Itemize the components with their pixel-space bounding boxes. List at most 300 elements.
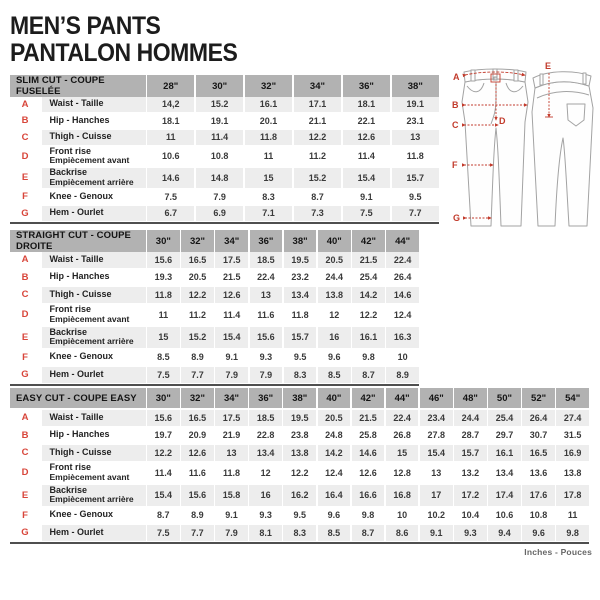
value-cell: 8.7 [147, 507, 180, 523]
value-cell: 10.8 [196, 146, 243, 166]
value-cell: 16.2 [283, 485, 316, 506]
value-cell: 29.7 [488, 427, 521, 443]
value-cell: 10.8 [522, 507, 555, 523]
value-cell: 22.4 [250, 269, 283, 285]
value-cell: 15.2 [181, 327, 214, 348]
value-cell: 16.1 [488, 445, 521, 461]
value-cell: 26.4 [522, 410, 555, 426]
size-header-cell: 40" [318, 388, 351, 408]
value-cell: 14.2 [352, 287, 385, 303]
value-cell: 20.9 [181, 427, 214, 443]
table-row [10, 427, 589, 443]
value-cell: 11.4 [147, 462, 180, 483]
size-header-cell: 38" [392, 75, 439, 97]
table-header-row [10, 388, 589, 408]
row-label [42, 252, 146, 268]
value-cell: 21.5 [215, 269, 248, 285]
size-header-cell: 42" [352, 388, 385, 408]
value-cell: 16.6 [352, 485, 385, 506]
value-cell: 13 [392, 130, 439, 145]
value-cell: 13.8 [283, 445, 316, 461]
value-cell: 26.4 [386, 269, 419, 285]
value-cell: 14.6 [352, 445, 385, 461]
row-label-line1: Knee - Genoux [49, 509, 114, 520]
row-label [42, 462, 146, 483]
value-cell: 20.1 [245, 113, 292, 128]
size-header-cell: 28" [147, 75, 194, 97]
row-label-line1: Backrise [49, 167, 88, 178]
value-cell: 8.5 [147, 349, 180, 365]
value-cell: 27.8 [420, 427, 453, 443]
value-cell: 10 [386, 507, 419, 523]
pants-measurement-diagram [441, 60, 599, 232]
row-letter: D [10, 462, 40, 483]
row-label-line1: Hem - Ourlet [49, 368, 104, 379]
value-cell: 21.1 [294, 113, 341, 128]
value-cell: 13.4 [249, 445, 282, 461]
value-cell: 16.5 [181, 252, 214, 268]
row-letter: A [10, 97, 40, 112]
size-header-cell: 30" [196, 75, 243, 97]
value-cell: 12.8 [386, 462, 419, 483]
size-header-cell: 34" [215, 230, 248, 252]
value-cell: 7.5 [343, 206, 390, 221]
table-row [10, 349, 419, 365]
size-header-cell: 38" [284, 230, 317, 252]
row-label-line2: Empiècement avant [49, 471, 130, 482]
value-cell: 11.6 [181, 462, 214, 483]
row-letter: F [10, 507, 40, 523]
row-label [42, 113, 146, 128]
table-row [10, 113, 439, 128]
size-header-cell: 42" [352, 230, 385, 252]
value-cell: 15.6 [147, 410, 180, 426]
value-cell: 9.5 [284, 349, 317, 365]
value-cell: 12.4 [318, 462, 351, 483]
value-cell: 8.3 [284, 367, 317, 383]
value-cell: 16.4 [318, 485, 351, 506]
value-cell: 13.2 [454, 462, 487, 483]
pants-back-outline [532, 72, 593, 226]
value-cell: 9.1 [420, 525, 453, 541]
diagram-letter-g: G [453, 213, 461, 223]
row-letter: G [10, 525, 40, 541]
row-label-line2: Empiècement arrière [49, 176, 134, 187]
size-header-cell: 30" [147, 230, 180, 252]
value-cell: 17 [420, 485, 453, 506]
value-cell: 17.5 [215, 252, 248, 268]
size-header-cell: 46" [420, 388, 453, 408]
row-label-line1: Thigh - Cuisse [49, 131, 112, 142]
size-header-cell: 36" [343, 75, 390, 97]
value-cell: 9.3 [454, 525, 487, 541]
value-cell: 7.9 [215, 367, 248, 383]
value-cell: 8.3 [245, 189, 292, 204]
value-cell: 9.8 [352, 349, 385, 365]
value-cell: 22.4 [386, 252, 419, 268]
diagram-letter-a: A [453, 72, 460, 82]
row-letter: G [10, 206, 40, 221]
value-cell: 18.5 [250, 252, 283, 268]
value-cell: 24.4 [318, 269, 351, 285]
value-cell: 11.4 [343, 146, 390, 166]
value-cell: 11 [147, 130, 194, 145]
value-cell: 20.5 [318, 410, 351, 426]
value-cell: 15 [386, 445, 419, 461]
value-cell: 15.6 [147, 252, 180, 268]
value-cell: 17.8 [556, 485, 589, 506]
table-row [10, 206, 439, 221]
table-row [10, 189, 439, 204]
straight-cut-table [10, 230, 419, 386]
row-label-line1: Thigh - Cuisse [49, 288, 112, 299]
row-label-line1: Waist - Taille [49, 98, 104, 109]
row-letter: D [10, 146, 40, 166]
value-cell: 8.3 [283, 525, 316, 541]
value-cell: 7.3 [294, 206, 341, 221]
row-label-line1: Front rise [49, 462, 92, 473]
value-cell: 13.4 [488, 462, 521, 483]
table-row [10, 525, 589, 541]
value-cell: 12.2 [283, 462, 316, 483]
value-cell: 19.3 [147, 269, 180, 285]
value-cell: 11.8 [284, 304, 317, 325]
value-cell: 19.5 [283, 410, 316, 426]
table-title-cell: EASY CUT - COUPE EASY [10, 388, 146, 408]
value-cell: 31.5 [556, 427, 589, 443]
size-header-cell: 32" [181, 230, 214, 252]
value-cell: 8.7 [352, 367, 385, 383]
row-label [42, 206, 146, 221]
size-header-cell: 36" [249, 388, 282, 408]
size-header-cell: 48" [454, 388, 487, 408]
value-cell: 11 [147, 304, 180, 325]
value-cell: 25.4 [488, 410, 521, 426]
value-cell: 12.4 [386, 304, 419, 325]
table-row [10, 168, 439, 188]
row-label [42, 189, 146, 204]
row-label-line2: Empiècement arrière [49, 336, 134, 347]
easy-cut-table [10, 388, 589, 544]
diagram-letter-e: E [545, 61, 552, 71]
size-header-cell: 38" [283, 388, 316, 408]
value-cell: 9.5 [283, 507, 316, 523]
value-cell: 10.6 [147, 146, 194, 166]
diagram-letter-d: D [499, 116, 506, 126]
row-label-line1: Hip - Hanches [49, 429, 110, 440]
table-row [10, 462, 589, 483]
row-label [42, 507, 146, 523]
row-label [42, 525, 146, 541]
row-letter: A [10, 252, 40, 268]
value-cell: 15.7 [284, 327, 317, 348]
value-cell: 20.5 [318, 252, 351, 268]
value-cell: 17.4 [488, 485, 521, 506]
value-cell: 9.1 [215, 349, 248, 365]
diagram-letter-c: C [452, 120, 459, 130]
value-cell: 12.2 [294, 130, 341, 145]
value-cell: 9.1 [343, 189, 390, 204]
size-header-cell: 34" [215, 388, 248, 408]
value-cell: 9.3 [250, 349, 283, 365]
table-row [10, 304, 419, 325]
row-label-line1: Knee - Genoux [49, 190, 114, 201]
value-cell: 14.6 [147, 168, 194, 188]
table-title-cell: SLIM CUT - COUPE FUSELÉE [10, 75, 146, 97]
value-cell: 19.1 [196, 113, 243, 128]
value-cell: 12.6 [352, 462, 385, 483]
value-cell: 7.9 [215, 525, 248, 541]
value-cell: 8.9 [181, 507, 214, 523]
size-header-cell: 44" [386, 230, 419, 252]
value-cell: 25.8 [352, 427, 385, 443]
slim-cut-table [10, 75, 439, 224]
size-header-cell: 40" [318, 230, 351, 252]
value-cell: 14.6 [386, 287, 419, 303]
value-cell: 16.5 [522, 445, 555, 461]
diagram-letter-b: B [452, 100, 459, 110]
row-letter: B [10, 269, 40, 285]
row-letter: F [10, 349, 40, 365]
value-cell: 6.7 [147, 206, 194, 221]
value-cell: 21.5 [352, 252, 385, 268]
row-label [42, 97, 146, 112]
value-cell: 12.2 [352, 304, 385, 325]
row-label [42, 130, 146, 145]
pants-front-outline [462, 69, 528, 226]
row-letter: E [10, 168, 40, 188]
page-title [10, 13, 237, 66]
value-cell: 11.8 [245, 130, 292, 145]
table-row [10, 269, 419, 285]
value-cell: 17.1 [294, 97, 341, 112]
value-cell: 11.4 [196, 130, 243, 145]
value-cell: 22.1 [343, 113, 390, 128]
row-label [42, 287, 146, 303]
row-label [42, 168, 146, 188]
value-cell: 23.8 [283, 427, 316, 443]
value-cell: 25.4 [352, 269, 385, 285]
value-cell: 11.4 [215, 304, 248, 325]
value-cell: 18.1 [147, 113, 194, 128]
value-cell: 19.7 [147, 427, 180, 443]
row-label [42, 304, 146, 325]
value-cell: 11 [245, 146, 292, 166]
value-cell: 19.5 [284, 252, 317, 268]
value-cell: 15.2 [196, 97, 243, 112]
row-label-line1: Hip - Hanches [49, 271, 110, 282]
row-label [42, 327, 146, 348]
size-header-cell: 36" [250, 230, 283, 252]
value-cell: 6.9 [196, 206, 243, 221]
row-label-line1: Front rise [49, 304, 92, 315]
table-row [10, 445, 589, 461]
value-cell: 10.6 [488, 507, 521, 523]
row-letter: B [10, 427, 40, 443]
value-cell: 7.7 [181, 525, 214, 541]
value-cell: 15.4 [343, 168, 390, 188]
value-cell: 28.7 [454, 427, 487, 443]
row-label [42, 269, 146, 285]
value-cell: 23.4 [420, 410, 453, 426]
row-letter: C [10, 287, 40, 303]
size-header-cell: 32" [181, 388, 214, 408]
value-cell: 15 [245, 168, 292, 188]
value-cell: 13 [250, 287, 283, 303]
value-cell: 16 [249, 485, 282, 506]
row-label-line2: Empiècement arrière [49, 494, 134, 505]
value-cell: 8.5 [318, 367, 351, 383]
value-cell: 7.9 [250, 367, 283, 383]
row-letter: B [10, 113, 40, 128]
row-label-line1: Thigh - Cuisse [49, 446, 112, 457]
value-cell: 14.8 [196, 168, 243, 188]
value-cell: 19.1 [392, 97, 439, 112]
row-label-line2: Empiècement avant [49, 313, 130, 324]
size-header-cell: 32" [245, 75, 292, 97]
value-cell: 14.2 [318, 445, 351, 461]
value-cell: 12 [318, 304, 351, 325]
value-cell: 15.8 [215, 485, 248, 506]
row-label-line1: Hip - Hanches [49, 114, 110, 125]
value-cell: 9.8 [556, 525, 589, 541]
value-cell: 16.1 [352, 327, 385, 348]
value-cell: 7.1 [245, 206, 292, 221]
value-cell: 10.4 [454, 507, 487, 523]
value-cell: 20.5 [181, 269, 214, 285]
value-cell: 9.6 [318, 507, 351, 523]
value-cell: 12 [249, 462, 282, 483]
value-cell: 13 [215, 445, 248, 461]
value-cell: 11 [556, 507, 589, 523]
value-cell: 23.2 [284, 269, 317, 285]
value-cell: 8.9 [181, 349, 214, 365]
value-cell: 7.7 [181, 367, 214, 383]
value-cell: 9.8 [352, 507, 385, 523]
value-cell: 9.6 [522, 525, 555, 541]
table-row [10, 507, 589, 523]
value-cell: 26.8 [386, 427, 419, 443]
value-cell: 15.7 [454, 445, 487, 461]
value-cell: 9.6 [318, 349, 351, 365]
value-cell: 12.2 [147, 445, 180, 461]
units-note: Inches - Pouces [524, 547, 592, 557]
row-letter: C [10, 445, 40, 461]
table-row [10, 97, 439, 112]
value-cell: 7.5 [147, 525, 180, 541]
row-label [42, 349, 146, 365]
table-row [10, 146, 439, 166]
value-cell: 17.2 [454, 485, 487, 506]
row-label-line1: Waist - Taille [49, 253, 104, 264]
value-cell: 8.7 [294, 189, 341, 204]
value-cell: 18.5 [249, 410, 282, 426]
value-cell: 16.9 [556, 445, 589, 461]
row-label [42, 445, 146, 461]
value-cell: 11.8 [147, 287, 180, 303]
row-label [42, 146, 146, 166]
table-row [10, 367, 419, 383]
row-letter: C [10, 130, 40, 145]
value-cell: 21.5 [352, 410, 385, 426]
value-cell: 10.2 [420, 507, 453, 523]
value-cell: 8.1 [249, 525, 282, 541]
value-cell: 15.6 [250, 327, 283, 348]
row-label-line1: Knee - Genoux [49, 351, 114, 362]
value-cell: 13.8 [556, 462, 589, 483]
value-cell: 15.6 [181, 485, 214, 506]
value-cell: 15.4 [215, 327, 248, 348]
value-cell: 15.4 [420, 445, 453, 461]
row-label [42, 410, 146, 426]
size-header-cell: 44" [386, 388, 419, 408]
value-cell: 27.4 [556, 410, 589, 426]
value-cell: 12.6 [215, 287, 248, 303]
value-cell: 14,2 [147, 97, 194, 112]
value-cell: 12.6 [343, 130, 390, 145]
value-cell: 11.8 [215, 462, 248, 483]
value-cell: 9.4 [488, 525, 521, 541]
diagram-letter-f: F [452, 160, 458, 170]
table-row [10, 130, 439, 145]
value-cell: 11.6 [250, 304, 283, 325]
table-row [10, 410, 589, 426]
value-cell: 16 [318, 327, 351, 348]
row-label-line1: Hem - Ourlet [49, 526, 104, 537]
row-label-line1: Waist - Taille [49, 411, 104, 422]
value-cell: 11.8 [392, 146, 439, 166]
value-cell: 15.7 [392, 168, 439, 188]
value-cell: 15.2 [294, 168, 341, 188]
value-cell: 15 [147, 327, 180, 348]
row-label-line1: Backrise [49, 326, 88, 337]
value-cell: 16.1 [245, 97, 292, 112]
value-cell: 8.9 [386, 367, 419, 383]
row-letter: E [10, 485, 40, 506]
value-cell: 24.4 [454, 410, 487, 426]
value-cell: 13.4 [284, 287, 317, 303]
value-cell: 7.7 [392, 206, 439, 221]
row-letter: A [10, 410, 40, 426]
value-cell: 23.1 [392, 113, 439, 128]
value-cell: 16.5 [181, 410, 214, 426]
row-label-line1: Backrise [49, 484, 88, 495]
value-cell: 8.7 [352, 525, 385, 541]
table-row [10, 327, 419, 348]
value-cell: 24.8 [318, 427, 351, 443]
row-letter: D [10, 304, 40, 325]
page-title-line1: MEN’S PANTS [10, 12, 161, 40]
value-cell: 18.1 [343, 97, 390, 112]
value-cell: 8.5 [318, 525, 351, 541]
row-letter: G [10, 367, 40, 383]
size-header-cell: 52" [522, 388, 555, 408]
table-title-cell: STRAIGHT CUT - COUPE DROITE [10, 230, 146, 252]
value-cell: 17.6 [522, 485, 555, 506]
value-cell: 13 [420, 462, 453, 483]
row-label [42, 367, 146, 383]
value-cell: 12.2 [181, 287, 214, 303]
value-cell: 11.2 [294, 146, 341, 166]
value-cell: 7.5 [147, 367, 180, 383]
row-label [42, 485, 146, 506]
value-cell: 10 [386, 349, 419, 365]
row-label [42, 427, 146, 443]
row-letter: E [10, 327, 40, 348]
size-header-cell: 34" [294, 75, 341, 97]
value-cell: 12.6 [181, 445, 214, 461]
row-label-line2: Empiècement avant [49, 155, 130, 166]
